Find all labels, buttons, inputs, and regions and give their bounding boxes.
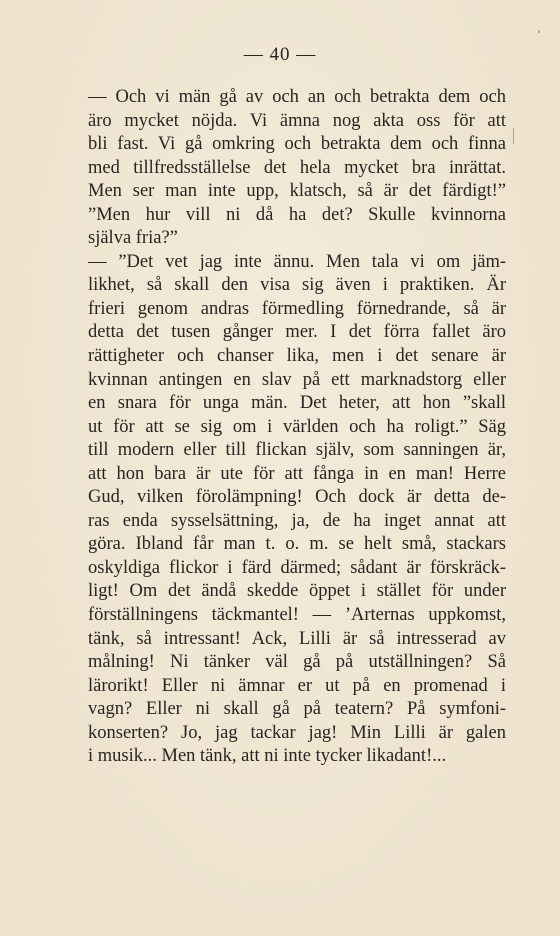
text-line: — Och vi män gå av och an och betrakta dem och	[88, 87, 506, 107]
text-line: ut för att se sig om i världen och ha roligt.” Säg	[88, 416, 506, 437]
text-line: — ”Det vet jag inte ännu. Men tala vi om jäm-	[88, 251, 506, 272]
text-line: tänk, så intressant! Ack, Lilli är så intresserad av	[88, 628, 506, 649]
text-line: Men ser man inte upp, klatsch, så är det färdigt!”	[88, 181, 506, 202]
text-line: målning! Ni tänker väl gå på utställningen? Så	[88, 652, 506, 673]
page-number: — 40 —	[243, 44, 317, 65]
text-line: äro mycket nöjda. Vi ämna nog akta oss för att	[88, 110, 506, 131]
text-line: i musik... Men tänk, att ni inte tycker likadant!...	[88, 746, 447, 767]
text-line: Gud, vilken förolämpning! Och dock är detta de-	[88, 487, 506, 508]
text-line: en snara för unga män. Det heter, att hon ”skall	[88, 393, 506, 414]
text-line: frieri genom andras förmedling förnedrande, så är	[88, 298, 506, 319]
text-line: bli fast. Vi gå omkring och betrakta dem och finna	[88, 134, 506, 155]
text-line: ras enda sysselsättning, ja, de ha inget annat att	[88, 510, 506, 531]
text-line: till modern eller till flickan själv, som sanningen är,	[88, 440, 506, 461]
text-line: ligt! Om det ändå skedde öppet i stället för under	[88, 581, 506, 602]
text-line: oskyldiga flickor i färd därmed; sådant är förskräck-	[88, 557, 506, 578]
text-line: rättigheter och chanser lika, men i det senare är	[88, 346, 506, 367]
text-line: med tillfredsställelse det hela mycket bra inrättat.	[88, 157, 506, 178]
text-line: likhet, så skall den visa sig även i praktiken. Är	[88, 275, 506, 296]
text-line: konserten? Jo, jag tackar jag! Min Lilli är galen	[88, 722, 506, 743]
paper-speck	[538, 30, 540, 33]
text-line: detta det tusen gånger mer. I det förra fallet äro	[88, 322, 506, 343]
text-line: själva fria?”	[88, 228, 178, 249]
text-line: göra. Ibland får man t. o. m. se helt små, stackars	[88, 534, 506, 555]
text-line: att hon bara är ute för att fånga in en man! Herre	[88, 463, 506, 484]
text-line: ”Men hur vill ni då ha det? Skulle kvinnorna	[88, 204, 506, 225]
text-line: förställningens täckmantel! — ’Arternas uppkomst,	[88, 605, 506, 626]
text-line: vagn? Eller ni skall gå på teatern? På symfoni-	[88, 699, 506, 720]
text-line: kvinnan antingen en slav på ett marknadstorg eller	[88, 369, 506, 390]
body-text	[88, 86, 506, 769]
paper-speck	[513, 128, 514, 144]
text-line: lärorikt! Eller ni ämnar er ut på en promenad i	[88, 675, 506, 696]
